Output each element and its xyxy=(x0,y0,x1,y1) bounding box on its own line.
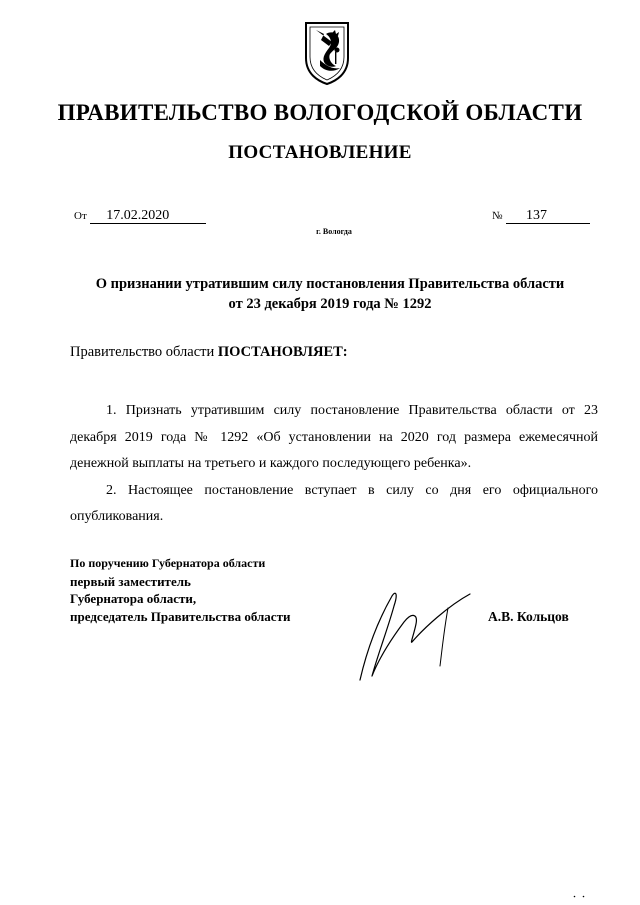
subject-line-2: от 23 декабря 2019 года № 1292 xyxy=(228,296,432,312)
decree-word: ПОСТАНОВЛЯЕТ: xyxy=(217,344,348,360)
date-value: 17.02.2020 xyxy=(90,209,206,224)
handwritten-signature-icon xyxy=(352,584,472,684)
signatory-line-2: первый заместитель xyxy=(70,573,191,589)
scan-mark-icon xyxy=(573,895,585,898)
document-number xyxy=(492,208,590,224)
signatory-line-1: По поручению Губернатора области xyxy=(70,556,266,570)
document-subject xyxy=(70,274,590,314)
vologda-coat-of-arms-icon xyxy=(302,20,352,86)
preamble-text: Правительство области xyxy=(70,344,218,360)
signer-name: А.В. Кольцов xyxy=(488,609,569,624)
signatory-line-3: Губернатора области, xyxy=(70,591,197,606)
date-label: От xyxy=(74,210,87,222)
number-value: 137 xyxy=(506,209,590,224)
document-date xyxy=(74,208,206,224)
body-paragraph-2: 2. Настоящее постановление вступает в силу со дня его официального опубликования. xyxy=(70,482,598,524)
number-label: № xyxy=(492,210,503,222)
preamble xyxy=(70,344,348,361)
document-body xyxy=(70,398,598,531)
city-label: г. Вологда xyxy=(316,227,352,236)
signatory-block xyxy=(70,555,290,625)
government-title: ПРАВИТЕЛЬСТВО ВОЛОГОДСКОЙ ОБЛАСТИ xyxy=(57,100,583,125)
document-type: ПОСТАНОВЛЕНИЕ xyxy=(228,142,412,163)
signatory-line-4: председатель Правительства области xyxy=(70,608,291,624)
body-paragraph-1: 1. Признать утратившим силу постановление Правительства области от 23 декабря 2019 года № 1292 «Об установлении на 2020 год размера ежемесячной денежной выплаты на третьего и каждого последующего ребенка». xyxy=(70,403,598,471)
subject-line-1: О признании утратившим силу постановления Правительства области xyxy=(95,276,565,292)
